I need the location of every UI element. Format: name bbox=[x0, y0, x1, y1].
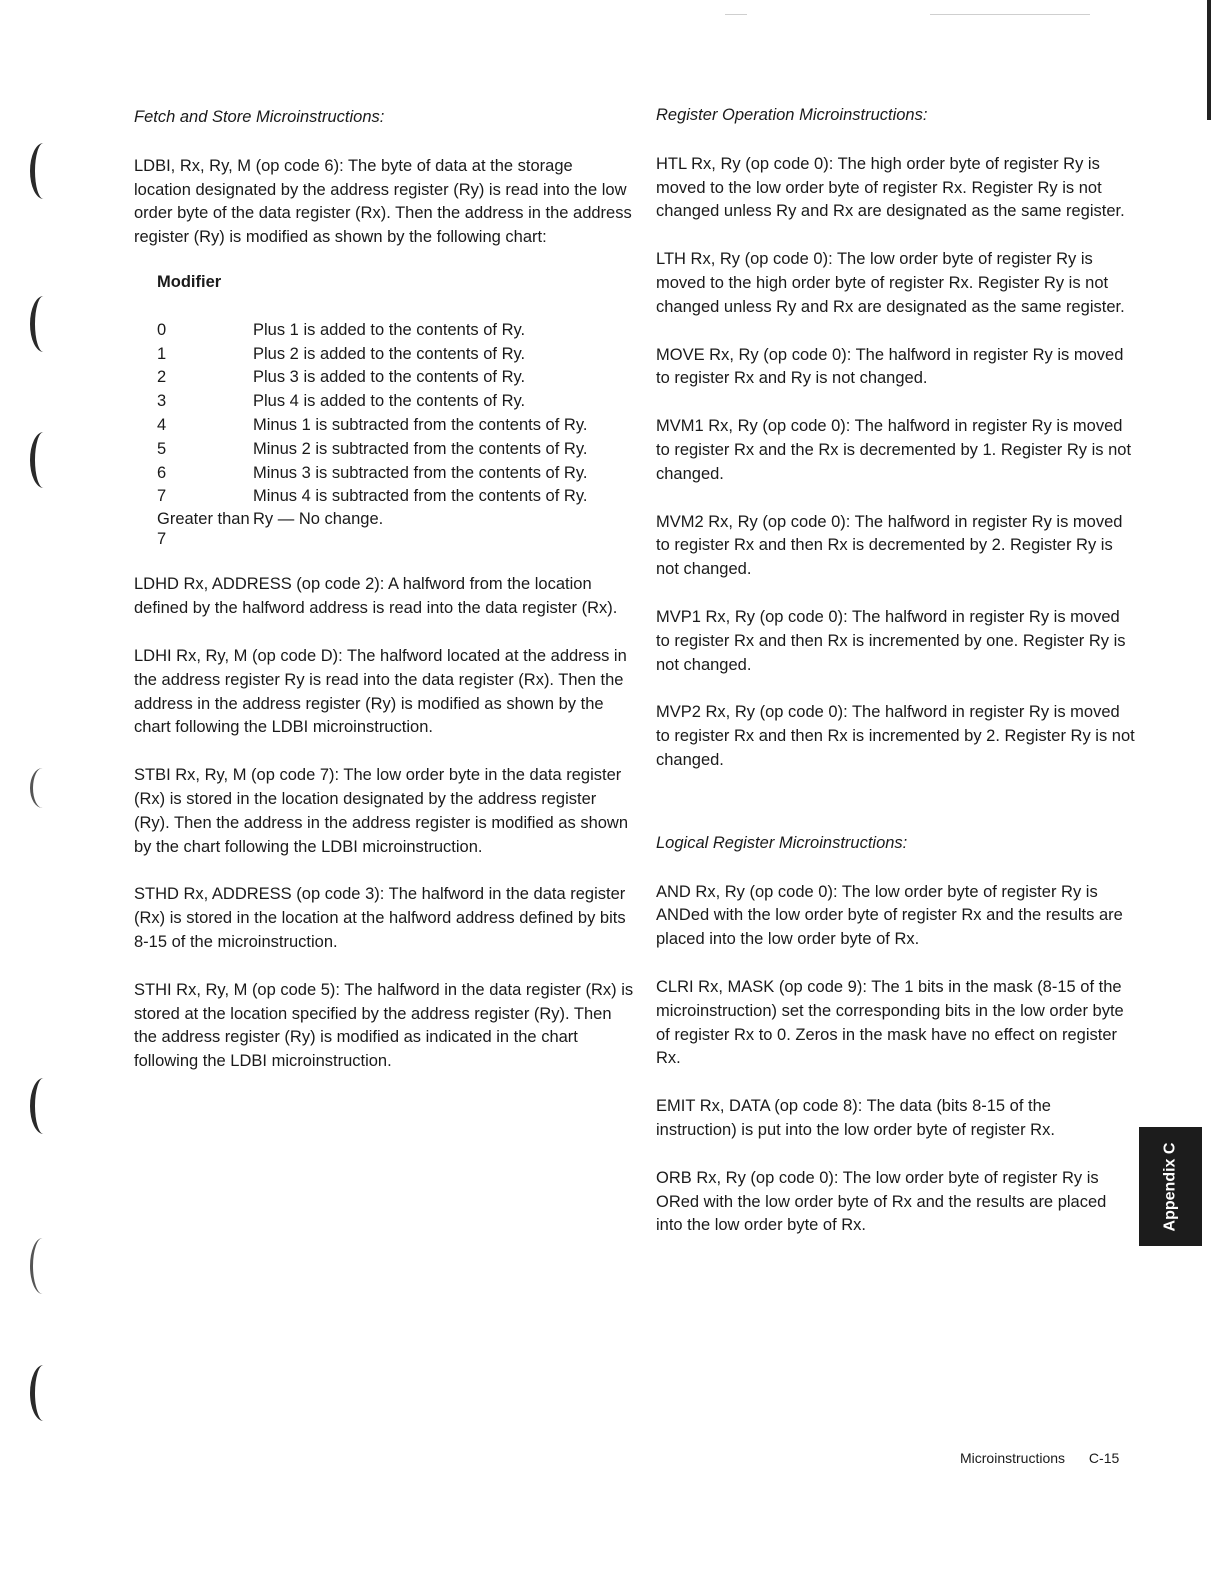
ldbi-description: LDBI, Rx, Ry, M (op code 6): The byte of data at the storage location designated by the address register (Ry) is read into the low order byte of the data register (Rx). Then the address in the address register (Ry) is modified as shown by the following chart: bbox=[134, 156, 632, 247]
appendix-tab-label: Appendix C bbox=[1161, 1142, 1179, 1231]
modifier-code: Greater than 7 bbox=[157, 510, 250, 548]
section-heading-fetch-store: Fetch and Store Microinstructions: bbox=[134, 108, 385, 126]
modifier-code: 0 bbox=[157, 320, 167, 339]
binder-hole bbox=[30, 296, 57, 352]
modifier-row bbox=[157, 366, 587, 390]
modifier-effect: Plus 2 is added to the contents of Ry. bbox=[253, 344, 526, 363]
page-edge-shadow bbox=[1207, 0, 1211, 120]
binder-hole bbox=[30, 1365, 57, 1421]
stbi-description: STBI Rx, Ry, M (op code 7): The low order byte in the data register (Rx) is stored in the location designated by the address register (Ry). Then the address in the address register is modified as shown by the chart following the LDBI microinstruction. bbox=[134, 766, 629, 856]
htl-description: HTL Rx, Ry (op code 0): The high order byte of register Ry is moved to the low order byte of register Rx. Register Ry is not changed unless Ry and Rx are designated as the same register. bbox=[656, 154, 1125, 221]
sthi-description: STHI Rx, Ry, M (op code 5): The halfword in the data register (Rx) is stored at the location specified by the address register (Ry). Then the address register (Ry) is modified as indicated in the chart following the LDBI microinstruction. bbox=[134, 980, 634, 1071]
modifier-effect: Plus 4 is added to the contents of Ry. bbox=[253, 392, 526, 411]
mvp1-description: MVP1 Rx, Ry (op code 0): The halfword in register Ry is moved to register Rx and then Rx is incremented by one. Register Ry is not changed. bbox=[656, 607, 1126, 674]
binder-hole bbox=[30, 143, 57, 199]
modifier-row bbox=[157, 414, 587, 438]
right-column bbox=[656, 104, 1136, 1262]
modifier-row bbox=[157, 485, 587, 509]
modifier-row bbox=[157, 390, 587, 414]
modifier-row bbox=[157, 438, 587, 462]
ldhd-description: LDHD Rx, ADDRESS (op code 2): A halfword from the location defined by the halfword address is read into the data register (Rx). bbox=[134, 575, 618, 618]
and-description: AND Rx, Ry (op code 0): The low order byte of register Ry is ANDed with the low order byte of register Rx and the results are placed into the low order byte of Rx. bbox=[656, 882, 1123, 949]
clri-description: CLRI Rx, MASK (op code 9): The 1 bits in the mask (8-15 of the microinstruction) set the corresponding bits in the low order byte of register Rx to 0. Zeros in the mask have no effect on register Rx. bbox=[656, 977, 1124, 1068]
modifier-code: 6 bbox=[157, 463, 167, 482]
modifier-row bbox=[157, 319, 587, 343]
page-footer bbox=[960, 1450, 1119, 1466]
binder-hole bbox=[30, 1078, 57, 1134]
page-number: C-15 bbox=[1088, 1450, 1120, 1466]
modifier-code: 2 bbox=[157, 368, 167, 387]
appendix-tab bbox=[1139, 1127, 1202, 1246]
mvp2-description: MVP2 Rx, Ry (op code 0): The halfword in register Ry is moved to register Rx and then Rx is incremented by 2. Register Ry is not changed. bbox=[656, 703, 1135, 769]
lth-description: LTH Rx, Ry (op code 0): The low order byte of register Ry is moved to the high order byte of register Rx. Register Ry is not changed unless Ry and Rx are designated as the same register. bbox=[656, 250, 1125, 316]
scan-artifact bbox=[725, 14, 747, 15]
modifier-table bbox=[157, 319, 587, 550]
modifier-code: 1 bbox=[157, 344, 167, 363]
modifier-code: 4 bbox=[157, 415, 167, 434]
binder-hole bbox=[30, 1238, 55, 1294]
section-spacer bbox=[656, 797, 1136, 832]
modifier-effect: Ry — No change. bbox=[253, 510, 384, 529]
modifier-effect: Minus 1 is subtracted from the contents of Ry. bbox=[253, 415, 588, 434]
modifier-effect: Plus 1 is added to the contents of Ry. bbox=[253, 320, 526, 339]
modifier-row bbox=[157, 462, 587, 486]
binder-hole bbox=[30, 432, 57, 488]
section-heading-logical-register: Logical Register Microinstructions: bbox=[656, 833, 908, 852]
binder-hole bbox=[30, 768, 55, 808]
modifier-row bbox=[157, 343, 587, 367]
sthd-description: STHD Rx, ADDRESS (op code 3): The halfword in the data register (Rx) is stored in the location at the halfword address defined by bits 8-15 of the microinstruction. bbox=[134, 885, 626, 951]
modifier-code: 7 bbox=[157, 487, 167, 506]
modifier-effect: Minus 2 is subtracted from the contents of Ry. bbox=[253, 439, 588, 458]
section-heading-register-operation: Register Operation Microinstructions: bbox=[656, 106, 928, 124]
modifier-code: 5 bbox=[157, 439, 167, 458]
move-description: MOVE Rx, Ry (op code 0): The halfword in register Ry is moved to register Rx and Ry is not changed. bbox=[656, 345, 1124, 388]
modifier-code: 3 bbox=[157, 392, 167, 411]
footer-title: Microinstructions bbox=[960, 1450, 1066, 1466]
modifier-heading: Modifier bbox=[157, 272, 222, 291]
mvm2-description: MVM2 Rx, Ry (op code 0): The halfword in register Ry is moved to register Rx and then Rx is decremented by 2. Register Ry is not changed. bbox=[656, 512, 1123, 579]
mvm1-description: MVM1 Rx, Ry (op code 0): The halfword in register Ry is moved to register Rx and the Rx is decremented by 1. Register Ry is not changed. bbox=[656, 417, 1132, 483]
modifier-effect: Minus 4 is subtracted from the contents of Ry. bbox=[253, 487, 588, 506]
orb-description: ORB Rx, Ry (op code 0): The low order byte of register Ry is ORed with the low order byte of Rx and the results are placed into the low order byte of Rx. bbox=[656, 1168, 1107, 1235]
modifier-row bbox=[157, 509, 587, 549]
ldhi-description: LDHI Rx, Ry, M (op code D): The halfword located at the address in the address register Ry is read into the data register (Rx). Then the address in the address register (Ry) is modified as shown by the chart following the LDBI microinstruction. bbox=[134, 646, 627, 737]
left-column bbox=[134, 106, 634, 1098]
modifier-effect: Minus 3 is subtracted from the contents of Ry. bbox=[253, 463, 588, 482]
modifier-effect: Plus 3 is added to the contents of Ry. bbox=[253, 368, 526, 387]
emit-description: EMIT Rx, DATA (op code 8): The data (bits 8-15 of the instruction) is put into the low order byte of register Rx. bbox=[656, 1097, 1055, 1139]
scan-artifact bbox=[930, 14, 1090, 15]
